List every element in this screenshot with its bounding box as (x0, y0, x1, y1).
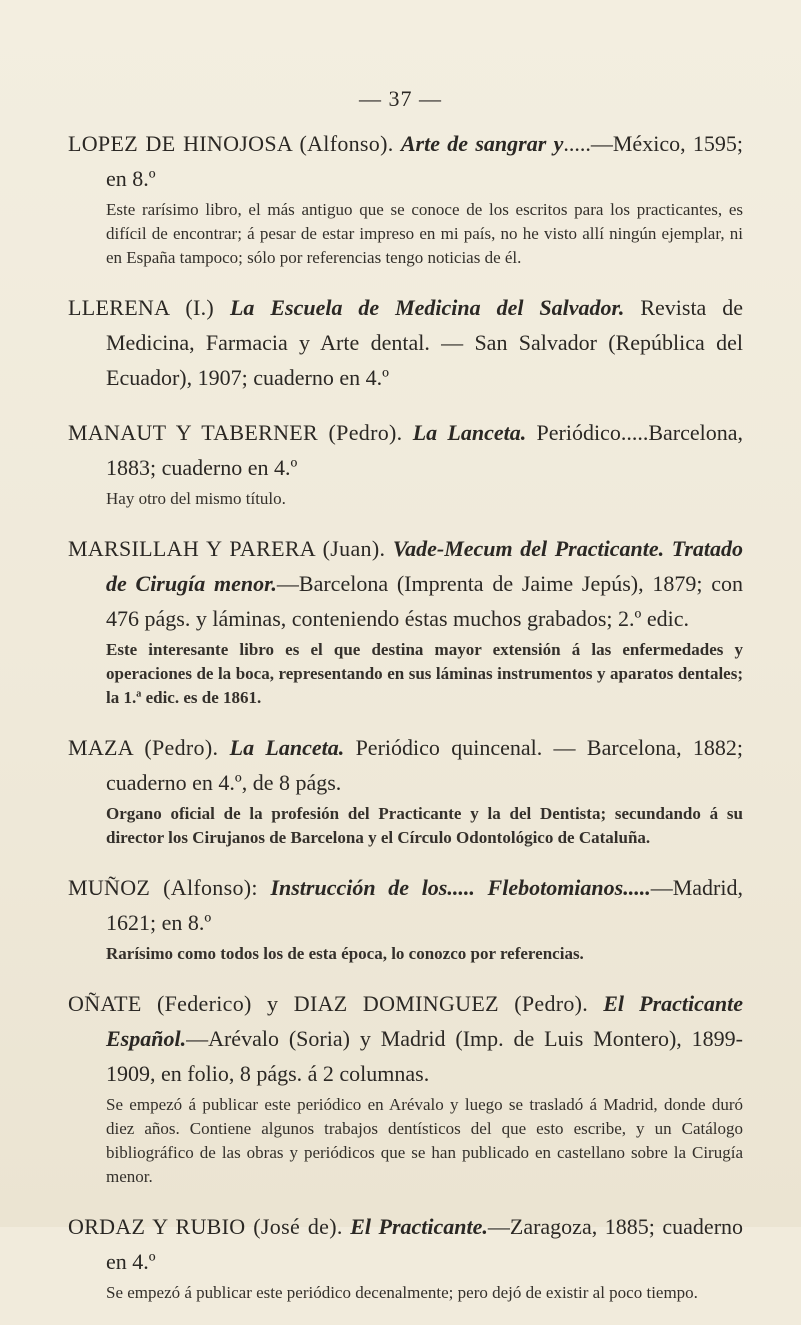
entry-author: MAZA (Pedro). (68, 735, 219, 760)
entry-title: Arte de sangrar y (400, 131, 564, 156)
entry-imprint: —Barcelona (Imprenta de Jaime Jepús), 1879; con 476 págs. y láminas, conteniendo éstas muchos grabados; 2.º edic. (106, 571, 743, 631)
entry-imprint: —Arévalo (Soria) y Madrid (Imp. de Luis Montero), 1899-1909, en folio, 8 págs. á 2 columnas. (106, 1026, 743, 1086)
entry-heading (68, 730, 743, 800)
bibliography-entry (68, 290, 743, 395)
entry-imprint: —Zaragoza, 1885; cuaderno en 4.º (106, 1214, 744, 1274)
entry-note: Se empezó á publicar este periódico decenalmente; pero dejó de existir al poco tiempo. (106, 1283, 698, 1302)
bibliography-list (68, 126, 743, 1325)
entry-title: Instrucción de los..... Flebotomianos..... (270, 875, 651, 900)
entry-note: Hay otro del mismo título. (106, 489, 286, 508)
entry-heading (68, 531, 743, 636)
entry-title: La Escuela de Medicina del Salvador. (229, 295, 625, 320)
entry-imprint: Periódico quincenal. — Barcelona, 1882; cuaderno en 4.º, de 8 págs. (106, 735, 744, 795)
entry-title: El Practicante Español. (106, 991, 744, 1051)
entry-heading (68, 290, 743, 395)
bibliography-entry (68, 415, 743, 511)
entry-note: Rarísimo como todos los de esta época, lo conozco por referencias. (106, 944, 584, 963)
bibliography-entry (68, 126, 743, 270)
entry-author: MANAUT Y TABERNER (Pedro). (68, 420, 403, 445)
bibliography-entry (68, 986, 743, 1189)
entry-title: El Practicante. (350, 1214, 488, 1239)
entry-imprint: .....—México, 1595; en 8.º (106, 131, 744, 191)
entry-heading (68, 126, 743, 196)
entry-author: OÑATE (Federico) y DIAZ DOMINGUEZ (Pedro). (68, 991, 589, 1016)
entry-author: LLERENA (I.) (68, 295, 215, 320)
entry-title: Vade-Mecum del Practicante. Tratado de Cirugía menor. (106, 536, 744, 596)
entry-imprint: Periódico.....Barcelona, 1883; cuaderno en 4.º (106, 420, 743, 480)
entry-author: MARSILLAH Y PARERA (Juan). (68, 536, 386, 561)
entry-imprint: —Madrid, 1621; en 8.º (106, 875, 743, 935)
entry-title: La Lanceta. (412, 420, 527, 445)
bibliography-entry (68, 870, 743, 966)
entry-author: ORDAZ Y RUBIO (José de). (68, 1214, 343, 1239)
entry-heading (68, 870, 743, 940)
bibliography-entry (68, 730, 743, 850)
entry-heading (68, 986, 743, 1091)
entry-note: Este interesante libro es el que destina mayor extensión á las enfermedades y operaciones de la boca, representando en sus láminas instrumentos y aparatos dentales; la 1.ª edic. es de 1861. (106, 640, 743, 707)
bibliography-entry (68, 531, 743, 710)
entry-imprint: Revista de Medicina, Farmacia y Arte dental. — San Salvador (República del Ecuador), 1907; cuaderno en 4.º (106, 295, 744, 390)
page-number: — 37 — (359, 86, 442, 111)
entry-author: LOPEZ DE HINOJOSA (Alfonso). (68, 131, 394, 156)
entry-note: Este rarísimo libro, el más antiguo que se conoce de los escritos para los practicantes, es difícil de encontrar; á pesar de estar impreso en mi país, no he visto allí ningún ejemplar, ni en España tampoco; sólo por referencias tengo noticias de él. (106, 200, 743, 267)
entry-note: Organo oficial de la profesión del Practicante y la del Dentista; secundando á su director los Cirujanos de Barcelona y el Círculo Odontológico de Cataluña. (106, 804, 743, 847)
entry-title: La Lanceta. (229, 735, 345, 760)
entry-author: MUÑOZ (Alfonso): (68, 875, 258, 900)
entry-note: Se empezó á publicar este periódico en Arévalo y luego se trasladó á Madrid, donde duró diez años. Contiene algunos trabajos dentísticos del que esto escribe, y un Catálogo bibliográfico de las obras y periódicos que se han publicado en castellano sobre la Cirugía menor. (106, 1095, 743, 1186)
entry-heading (68, 1209, 743, 1279)
bibliography-entry (68, 1209, 743, 1305)
entry-heading (68, 415, 743, 485)
